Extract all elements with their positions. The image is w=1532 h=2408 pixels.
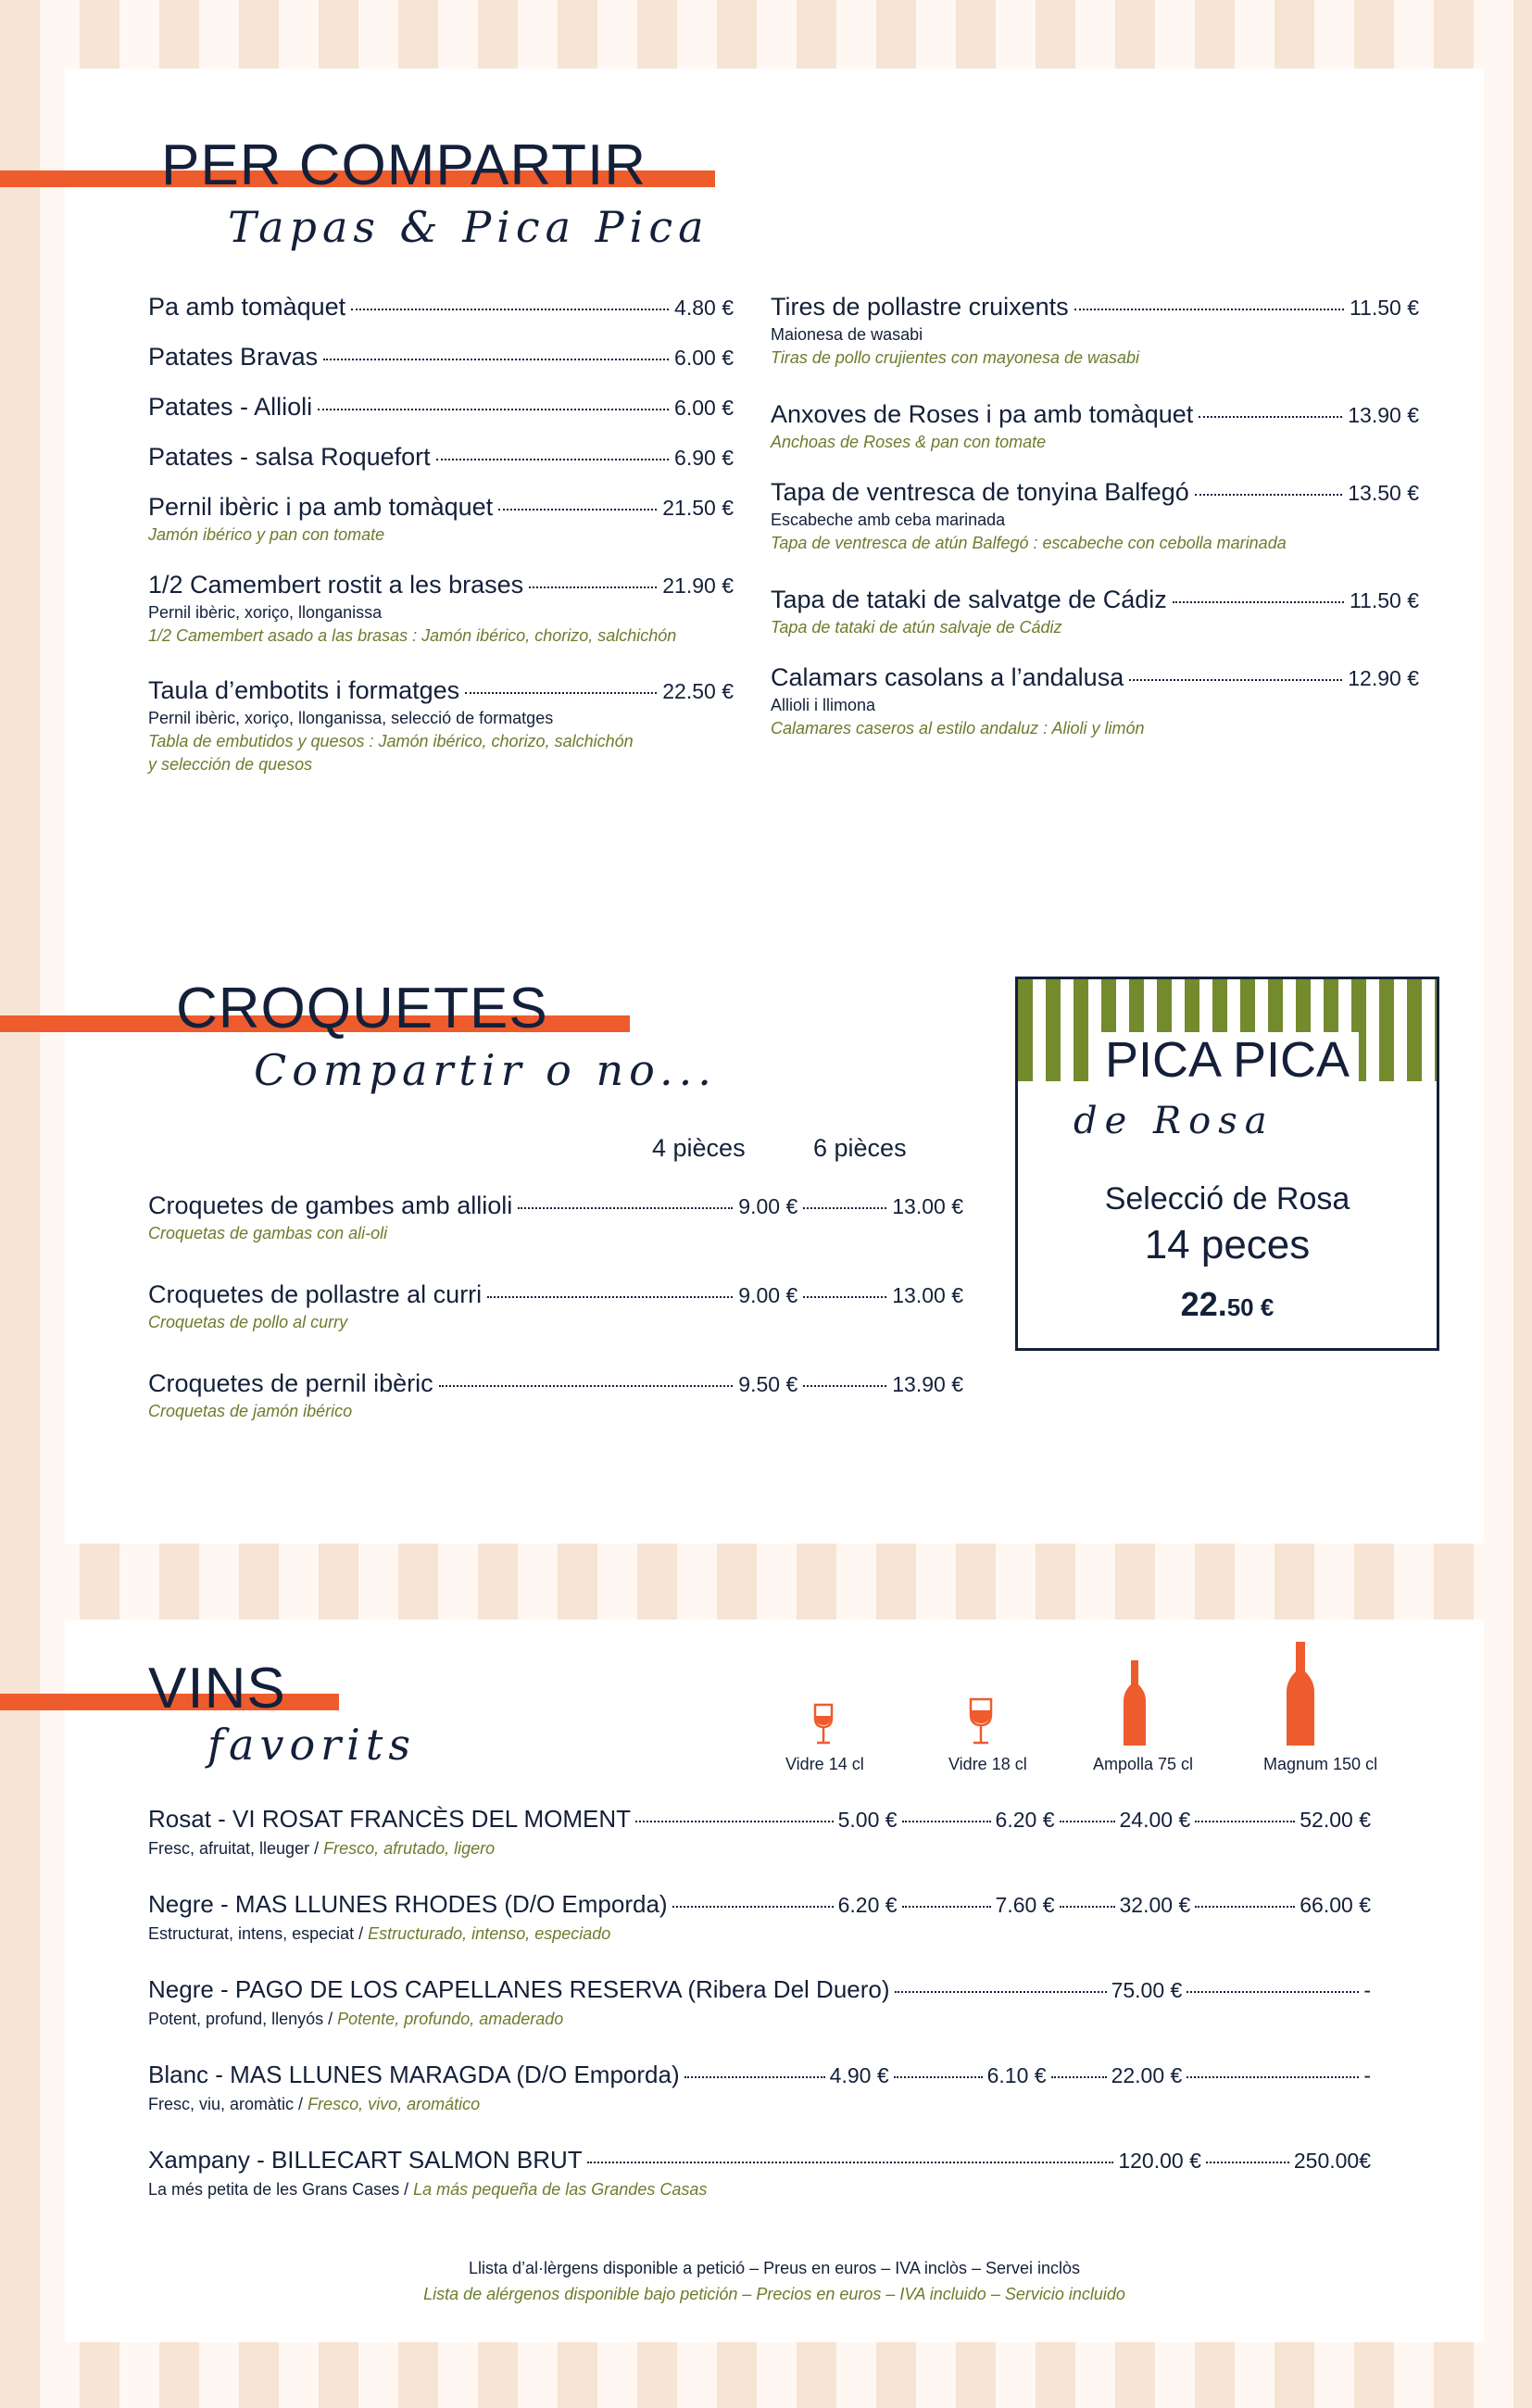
menu-item: Croquetes de pernil ibèric 9.50 € 13.90 € Croquetas de jamón ibérico: [148, 1369, 963, 1420]
wine-glass-icon: [969, 1697, 993, 1746]
menu-item: Tapa de ventresca de tonyina Balfegó 13.50 € Escabeche amb ceba marinada Tapa de ventresca de atún Balfegó : escabeche con cebolla marinada: [771, 478, 1419, 552]
pica-pica-title: PICA PICA: [1018, 1031, 1437, 1089]
menu-item: Tires de pollastre cruixents 11.50 € Maionesa de wasabi Tiras de pollo crujientes con mayonesa de wasabi: [771, 293, 1419, 367]
wine-item: Rosat - VI ROSAT FRANCÈS DEL MOMENT 5.00 € 6.20 € 24.00 € 52.00 € Fresc, afruitat, lleuger / Fresco, afrutado, ligero: [148, 1805, 1371, 1858]
menu-item: Calamars casolans a l’andalusa 12.90 € Allioli i llimona Calamares caseros al estilo andaluz : Alioli y limón: [771, 663, 1419, 738]
menu-item: Patates - salsa Roquefort 6.90 €: [148, 443, 734, 471]
section-subtitle-vins: favorits: [207, 1720, 416, 1770]
pica-pica-pieces: 14 peces: [1144, 1222, 1311, 1267]
section-subtitle-croquetes: Compartir o no...: [254, 1045, 717, 1095]
menu-item: 1/2 Camembert rostit a les brases 21.90 € Pernil ibèric, xoriço, llonganissa 1/2 Camembert asado a las brasas : Jamón ibérico, chorizo, salchichón: [148, 571, 734, 645]
menu-item: Pa amb tomàquet 4.80 €: [148, 293, 734, 321]
wine-item: Negre - MAS LLUNES RHODES (D/O Emporda) 6.20 € 7.60 € 32.00 € 66.00 € Estructurat, intens, especiat / Estructurado, intenso, especiado: [148, 1890, 1371, 1943]
footer-note-ca: Llista d’al·lèrgens disponible a petició – Preus en euros – IVA inclòs – Servei inclòs: [468, 2259, 1081, 2277]
pica-pica-selection: Selecció de Rosa: [1104, 1181, 1350, 1217]
column-header-magnum-150: Magnum 150 cl: [1263, 1755, 1378, 1773]
column-header-glass-18: Vidre 18 cl: [948, 1755, 1027, 1773]
menu-item: Croquetes de gambes amb allioli 9.00 € 13.00 € Croquetas de gambas con ali-oli: [148, 1191, 963, 1242]
column-header-bottle-75: Ampolla 75 cl: [1093, 1755, 1194, 1773]
menu-item: Tapa de tataki de salvatge de Cádiz 11.50 € Tapa de tataki de atún salvaje de Cádiz: [771, 586, 1419, 637]
section-title-croquetes: CROQUETES: [176, 977, 548, 1040]
pica-pica-box: [1015, 977, 1439, 1351]
menu-item: Patates Bravas 6.00 €: [148, 343, 734, 371]
menu-item: Pernil ibèric i pa amb tomàquet 21.50 € Jamón ibérico y pan con tomate: [148, 493, 734, 544]
menu-item: Croquetes de pollastre al curri 9.00 € 13.00 € Croquetas de pollo al curry: [148, 1280, 963, 1331]
menu-panel-wines: [65, 1620, 1484, 2342]
wine-item: Xampany - BILLECART SALMON BRUT 120.00 € 250.00€ La més petita de les Grans Cases / La más pequeña de las Grandes Casas: [148, 2146, 1371, 2199]
pica-pica-subtitle: de Rosa: [1074, 1100, 1275, 1142]
column-header-6-pieces: 6 pièces: [813, 1134, 907, 1162]
section-subtitle-tapas: Tapas & Pica Pica: [228, 202, 709, 252]
footer-note-es: Lista de alérgenos disponible bajo petición – Precios en euros – IVA incluido – Servicio incluido: [423, 2285, 1125, 2303]
column-header-4-pieces: 4 pièces: [652, 1134, 746, 1162]
wine-item: Blanc - MAS LLUNES MARAGDA (D/O Emporda) 4.90 € 6.10 € 22.00 € - Fresc, viu, aromàtic / Fresco, vivo, aromático: [148, 2061, 1371, 2113]
menu-item: Patates - Allioli 6.00 €: [148, 393, 734, 421]
wine-glass-icon: [813, 1703, 834, 1746]
wine-bottle-icon: [1123, 1658, 1147, 1747]
column-header-glass-14: Vidre 14 cl: [785, 1755, 864, 1773]
pica-pica-price: 22.50 €: [1180, 1285, 1275, 1323]
section-title-per-compartir: PER COMPARTIR: [161, 133, 647, 197]
wine-item: Negre - PAGO DE LOS CAPELLANES RESERVA (Ribera Del Duero) 75.00 € - Potent, profund, llenyós / Potente, profundo, amaderado: [148, 1975, 1371, 2028]
section-title-vins: VINS: [148, 1657, 286, 1721]
menu-item: Taula d’embotits i formatges 22.50 € Pernil ibèric, xoriço, llonganissa, selecció de formatges Tabla de embutidos y quesos : Jamón ibérico, chorizo, salchichón y selección de quesos: [148, 676, 734, 774]
magnum-bottle-icon: [1286, 1640, 1315, 1747]
menu-item: Anxoves de Roses i pa amb tomàquet 13.90 € Anchoas de Roses & pan con tomate: [771, 400, 1419, 451]
